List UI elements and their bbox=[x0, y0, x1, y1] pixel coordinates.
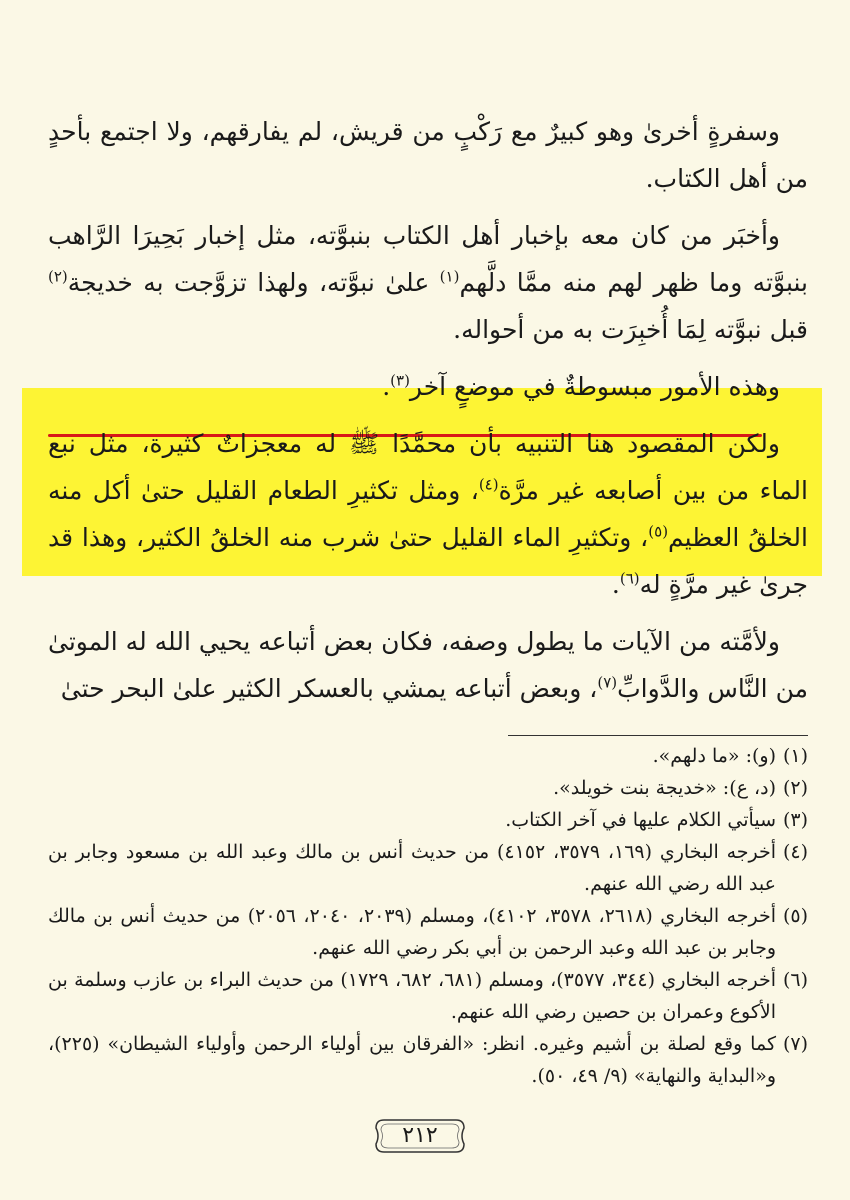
footnote-item bbox=[48, 740, 808, 772]
footnote-ref-6[interactable]: (٦) bbox=[619, 569, 640, 588]
footnote-number: (٢) bbox=[782, 777, 808, 799]
paragraph-4-highlighted: ولكن المقصود هنا التنبيه بأن محمَّدًا ﷺ له معجزاتٌ كثيرة، مثل نبع الماء من بين أصابعه غير مرَّة$^{(٤)}$، ومثل تكثيرِ الطعام القليل حتىٰ أكل منه الخلقُ العظيم$^{(٥)}$، وتكثيرِ الماء القليل حتىٰ شرب منه الخلقُ الكثير، وهذا قد جرىٰ غير مرَّةٍ له$^{(٦)}$. bbox=[48, 429, 808, 599]
footnote-text: كما وقع لصلة بن أشيم وغيره. انظر: «الفرقان بين أولياء الرحمن وأولياء الشيطان» (٢٢٥)، و«البداية والنهاية» (٩/ ٤٩، ٥٠). bbox=[48, 1033, 776, 1087]
page-number-ornament bbox=[372, 1116, 468, 1156]
footnote-text: أخرجه البخاري (٣٤٤، ٣٥٧٧)، ومسلم (٦٨١، ٦٨٢، ١٧٢٩) من حديث البراء بن عازب وسلمة بن الأكوع وعمران بن حصين رضي الله عنهم. bbox=[48, 969, 776, 1023]
footnote-item bbox=[48, 772, 808, 804]
footnote-ref-2[interactable]: (٢) bbox=[48, 267, 68, 286]
footnote-number: (٥) bbox=[782, 905, 808, 927]
paragraph-5: ولأمَّته من الآيات ما يطول وصفه، فكان بعض أتباعه يحيي الله له الموتىٰ من النَّاس والدَّوابِّ$^{(٧)}$، وبعض أتباعه يمشي بالعسكر الكثير علىٰ البحر حتىٰ bbox=[48, 627, 808, 703]
footnote-text: (و): «ما دلهم». bbox=[652, 745, 776, 767]
footnote-item bbox=[48, 1028, 808, 1092]
main-text bbox=[48, 108, 808, 722]
footnote-separator bbox=[508, 735, 808, 736]
footnote-number: (٦) bbox=[782, 969, 808, 991]
page-number: ٢١٢ bbox=[402, 1123, 438, 1148]
footnote-ref-5[interactable]: (٥) bbox=[648, 522, 669, 541]
footnote-item bbox=[48, 804, 808, 836]
footnotes bbox=[48, 740, 808, 1092]
footnote-number: (٤) bbox=[782, 841, 808, 863]
paragraph-3: وهذه الأمور مبسوطةٌ في موضعٍ آخر$^{(٣)}$. bbox=[382, 371, 780, 401]
footnote-ref-7[interactable]: (٧) bbox=[597, 673, 618, 692]
footnote-text: (د، ع): «خديجة بنت خويلد». bbox=[553, 777, 776, 799]
footnote-text: سيأتي الكلام عليها في آخر الكتاب. bbox=[505, 809, 776, 831]
footnote-item bbox=[48, 964, 808, 1028]
footnote-text: أخرجه البخاري (١٦٩، ٣٥٧٩، ٤١٥٢) من حديث أنس بن مالك وعبد الله بن مسعود وجابر بن عبد الله رضي الله عنهم. bbox=[48, 841, 777, 895]
footnote-ref-1[interactable]: (١) bbox=[439, 267, 460, 286]
paragraph-1: وسفرةٍ أخرىٰ وهو كبيرٌ مع رَكْبٍ من قريش، لم يفارقهم، ولا اجتمع بأحدٍ من أهل الكتاب. bbox=[48, 117, 808, 193]
footnote-number: (١) bbox=[782, 745, 808, 767]
paragraph-2: وأخبَر من كان معه بإخبار أهل الكتاب بنبوَّته، مثل إخبار بَحِيرَا الرَّاهب بنبوَّته وما ظهر لهم منه ممَّا دلَّهم$^{(١)}$ علىٰ نبوَّته، ولهذا تزوَّجت به خديجة$^{(٢)}$ قبل نبوَّته لِمَا أُخبِرَت به من أحواله. bbox=[48, 221, 808, 344]
footnote-item bbox=[48, 900, 808, 964]
footnote-number: (٣) bbox=[782, 809, 808, 831]
footnote-number: (٧) bbox=[782, 1033, 808, 1055]
footnote-ref-3[interactable]: (٣) bbox=[390, 371, 410, 390]
footnote-ref-4[interactable]: (٤) bbox=[478, 475, 499, 494]
footnote-text: أخرجه البخاري (٢٦١٨، ٣٥٧٨، ٤١٠٢)، ومسلم (٢٠٣٩، ٢٠٤٠، ٢٠٥٦) من حديث أنس بن مالك وجابر بن عبد الله وعبد الرحمن بن أبي بكر رضي الله عنهم. bbox=[48, 905, 777, 959]
footnote-item bbox=[48, 836, 808, 900]
